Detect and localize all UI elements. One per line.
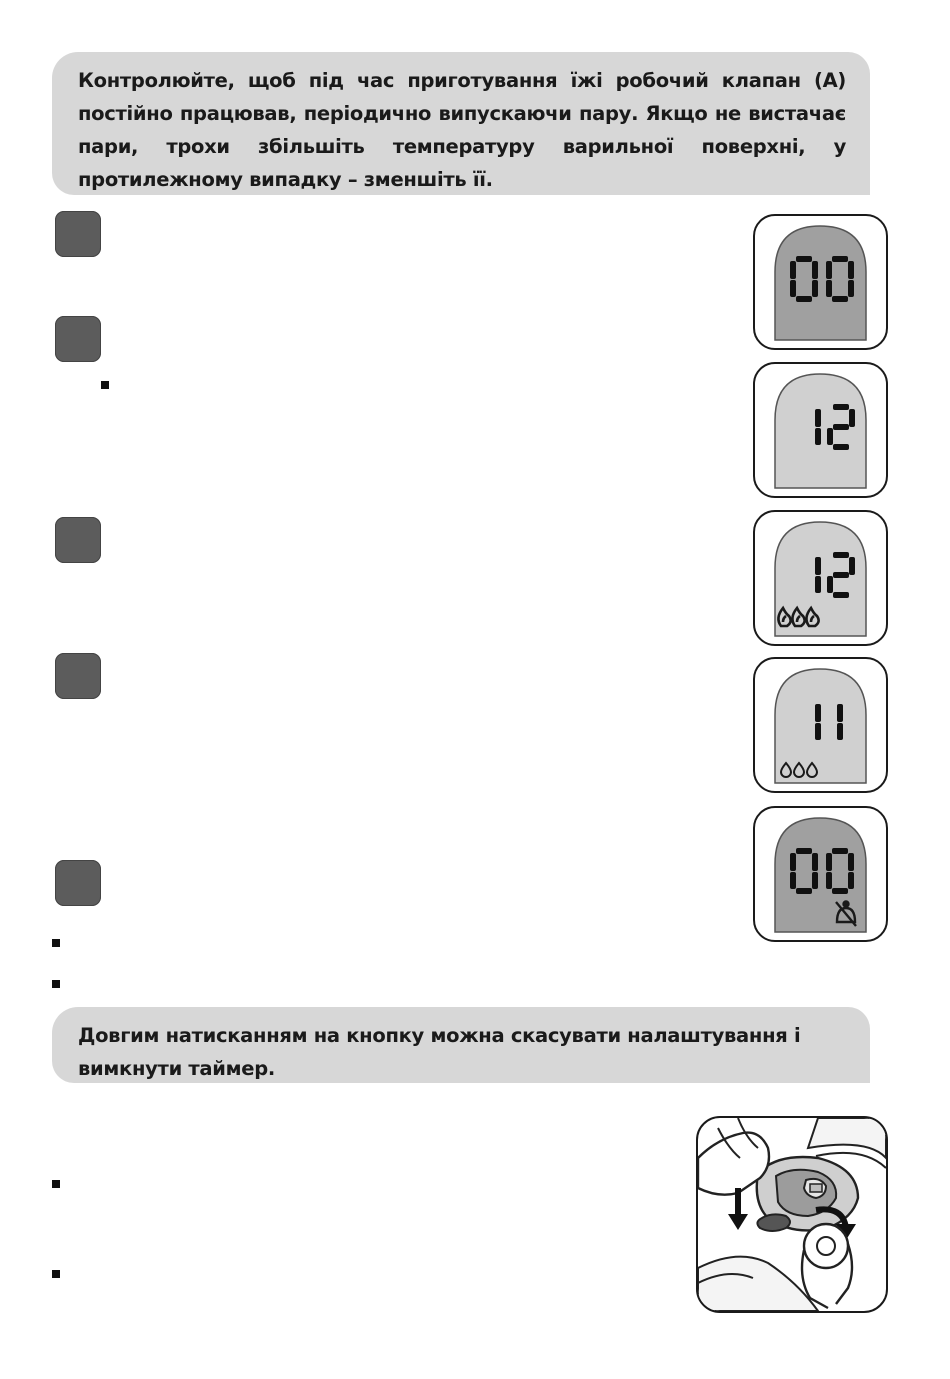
timer-display-1 [753, 214, 888, 350]
hand-removing-valve-illustration [696, 1116, 888, 1313]
step-marker-icon [55, 653, 101, 699]
timer-display-3 [753, 510, 888, 646]
cancel-timer-note-text: Довгим натисканням на кнопку можна скасувати налаштування і вимкнути таймер. [78, 1024, 801, 1080]
step-marker-icon [55, 211, 101, 257]
bullet-icon [52, 1180, 60, 1188]
step-marker-icon [55, 316, 101, 362]
timer-display-4 [753, 657, 888, 793]
bullet-icon [52, 939, 60, 947]
cooking-note-text: Контролюйте, щоб під час приготування їжі робочий клапан (А) постійно працював, періодично випускаючи пару. Якщо не вистачає пари, трохи збільшіть температуру варильної поверхні, у протилежному випадку – зменшіть її. [78, 69, 846, 191]
cancel-timer-note [52, 1007, 870, 1083]
cooking-note [52, 52, 870, 195]
timer-display-2 [753, 362, 888, 498]
bullet-icon [52, 980, 60, 988]
bullet-icon [52, 1270, 60, 1278]
bullet-icon [101, 381, 109, 389]
step-marker-icon [55, 517, 101, 563]
timer-display-5 [753, 806, 888, 942]
step-marker-icon [55, 860, 101, 906]
